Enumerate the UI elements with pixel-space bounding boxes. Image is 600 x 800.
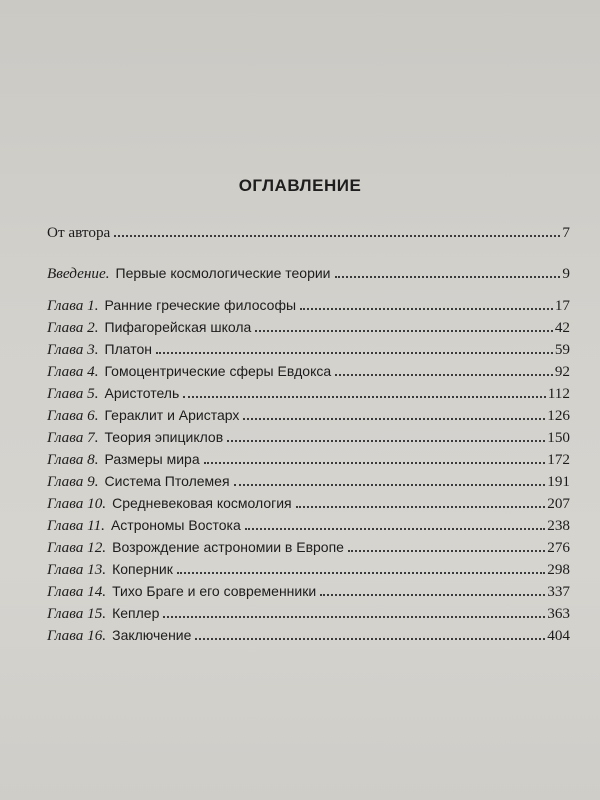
page-number: 207	[547, 495, 570, 512]
toc-entry-chapter[interactable]	[47, 514, 570, 536]
page-number: 363	[547, 605, 570, 622]
dot-leader	[195, 638, 545, 640]
dot-leader	[156, 352, 553, 354]
entry-label: Глава 7.	[47, 429, 99, 446]
page-number: 172	[547, 451, 570, 468]
entry-title: Размеры мира	[104, 451, 200, 467]
page-number: 404	[547, 627, 570, 644]
page-number: 42	[554, 319, 570, 336]
toc-entry-chapter[interactable]	[47, 624, 570, 646]
entry-label: Глава 10.	[47, 495, 107, 512]
page-number: 112	[547, 385, 570, 402]
entry-title: Заключение	[112, 627, 192, 643]
dot-leader	[335, 276, 561, 278]
dot-leader	[245, 528, 545, 530]
page-number: 126	[547, 407, 570, 424]
entry-label: Глава 14.	[47, 583, 107, 600]
dot-leader	[114, 235, 560, 237]
entry-label: Глава 13.	[47, 561, 107, 578]
dot-leader	[296, 506, 546, 508]
entry-label: Глава 1.	[47, 297, 99, 314]
page-number: 9	[562, 265, 570, 282]
dot-leader	[255, 330, 552, 332]
entry-title: Первые космологические теории	[115, 265, 331, 281]
page-number: 59	[554, 341, 570, 358]
page-number: 92	[554, 363, 570, 380]
page-number: 238	[547, 517, 570, 534]
dot-leader	[348, 550, 545, 552]
toc-entry-chapter[interactable]	[47, 602, 570, 624]
entry-label: Введение.	[47, 265, 110, 282]
page-number: 7	[562, 224, 570, 241]
entry-label: Глава 2.	[47, 319, 99, 336]
dot-leader	[320, 594, 545, 596]
entry-title: Тихо Браге и его современники	[112, 583, 317, 599]
entry-label: Глава 4.	[47, 363, 99, 380]
dot-leader	[204, 462, 546, 464]
entry-title: Система Птолемея	[104, 473, 230, 489]
entry-label: Глава 16.	[47, 627, 107, 644]
toc-entry-intro[interactable]	[47, 262, 570, 284]
page-number: 191	[547, 473, 570, 490]
entry-title: Средневековая космология	[112, 495, 292, 511]
page-number: 150	[547, 429, 570, 446]
page-number: 276	[547, 539, 570, 556]
toc-entry-chapter[interactable]	[47, 382, 570, 404]
toc-entry-chapter[interactable]	[47, 338, 570, 360]
toc-entry-chapter[interactable]	[47, 558, 570, 580]
toc-entry-author[interactable]	[47, 222, 570, 244]
entry-label: Глава 11.	[47, 517, 105, 534]
entry-title: Теория эпициклов	[104, 429, 224, 445]
entry-label: Глава 8.	[47, 451, 99, 468]
entry-title: Платон	[104, 341, 152, 357]
dot-leader	[183, 396, 546, 398]
toc-entry-chapter[interactable]	[47, 294, 570, 316]
toc-entry-chapter[interactable]	[47, 426, 570, 448]
entry-title: Гомоцентрические сферы Евдокса	[104, 363, 332, 379]
toc-entry-chapter[interactable]	[47, 492, 570, 514]
toc-entry-chapter[interactable]	[47, 448, 570, 470]
page-number: 337	[547, 583, 570, 600]
toc-entry-chapter[interactable]	[47, 404, 570, 426]
entry-title: Пифагорейская школа	[104, 319, 252, 335]
toc-entry-chapter[interactable]	[47, 580, 570, 602]
toc-entry-chapter[interactable]	[47, 470, 570, 492]
entry-label: Глава 5.	[47, 385, 99, 402]
entry-title: От автора	[47, 224, 111, 241]
page-title: ОГЛАВЛЕНИЕ	[238, 176, 362, 195]
dot-leader	[227, 440, 545, 442]
entry-title: Кеплер	[112, 605, 160, 621]
entry-title: Коперник	[112, 561, 173, 577]
entry-title: Возрождение астрономии в Европе	[112, 539, 344, 555]
entry-title: Астрономы Востока	[110, 517, 241, 533]
toc-entry-chapter[interactable]	[47, 316, 570, 338]
entry-label: Глава 9.	[47, 473, 99, 490]
entry-label: Глава 6.	[47, 407, 99, 424]
dot-leader	[177, 572, 545, 574]
page-number: 298	[547, 561, 570, 578]
dot-leader	[163, 616, 545, 618]
entry-title: Гераклит и Аристарх	[104, 407, 240, 423]
toc-entry-chapter[interactable]	[47, 536, 570, 558]
entry-label: Глава 3.	[47, 341, 99, 358]
chapter-list	[47, 294, 570, 646]
toc-entry-chapter[interactable]	[47, 360, 570, 382]
table-of-contents	[47, 222, 570, 646]
entry-label: Глава 12.	[47, 539, 107, 556]
page-number: 17	[554, 297, 570, 314]
dot-leader	[234, 484, 546, 486]
entry-title: Ранние греческие философы	[104, 297, 297, 313]
entry-label: Глава 15.	[47, 605, 107, 622]
dot-leader	[335, 374, 553, 376]
dot-leader	[243, 418, 545, 420]
entry-title: Аристотель	[104, 385, 180, 401]
dot-leader	[300, 308, 553, 310]
